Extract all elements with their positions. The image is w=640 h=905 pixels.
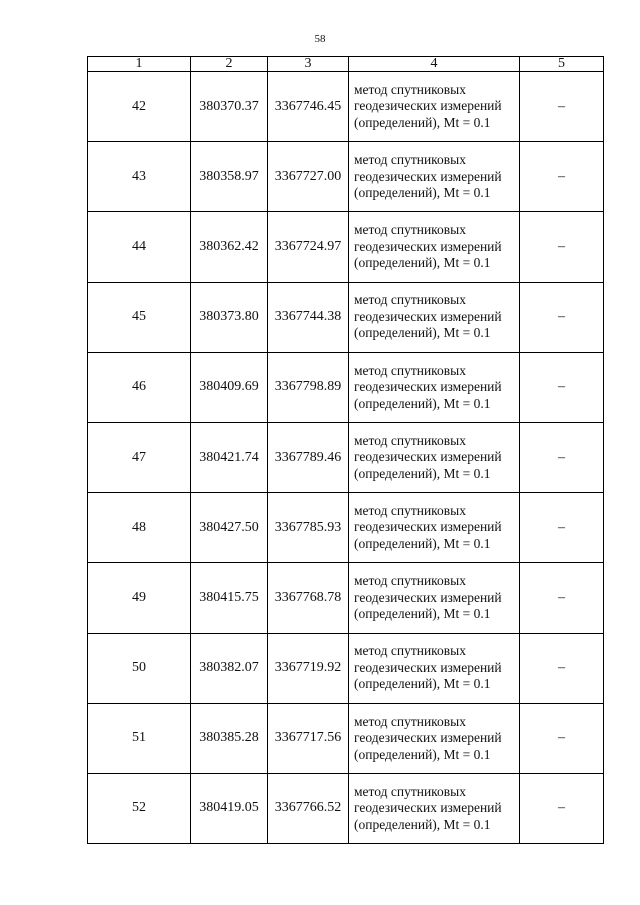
table-row: [88, 72, 604, 142]
table-header-row: [88, 57, 604, 72]
point-number-cell: 46: [88, 352, 191, 422]
point-number-cell: 43: [88, 142, 191, 212]
method-cell: метод спутниковых геодезических измерений (определений), Mt = 0.1: [349, 633, 520, 703]
column-header-1: 1: [88, 57, 191, 72]
column-header-5: 5: [520, 57, 604, 72]
note-cell: –: [520, 142, 604, 212]
coordinate-x-cell: 380373.80: [191, 282, 268, 352]
method-cell: метод спутниковых геодезических измерений (определений), Mt = 0.1: [349, 282, 520, 352]
coordinate-x-cell: 380415.75: [191, 563, 268, 633]
table-row: [88, 703, 604, 773]
column-header-3: 3: [268, 57, 349, 72]
point-number-cell: 45: [88, 282, 191, 352]
page-number: 58: [314, 33, 326, 45]
method-cell: метод спутниковых геодезических измерений (определений), Mt = 0.1: [349, 212, 520, 282]
note-cell: –: [520, 422, 604, 492]
note-cell: –: [520, 703, 604, 773]
coordinate-y-cell: 3367744.38: [268, 282, 349, 352]
method-cell: метод спутниковых геодезических измерений (определений), Mt = 0.1: [349, 493, 520, 563]
table-row: [88, 563, 604, 633]
table-row: [88, 773, 604, 843]
note-cell: –: [520, 493, 604, 563]
point-number-cell: 44: [88, 212, 191, 282]
coordinate-y-cell: 3367766.52: [268, 773, 349, 843]
coordinate-y-cell: 3367724.97: [268, 212, 349, 282]
point-number-cell: 47: [88, 422, 191, 492]
point-number-cell: 48: [88, 493, 191, 563]
table-row: [88, 282, 604, 352]
table-row: [88, 142, 604, 212]
coordinate-y-cell: 3367768.78: [268, 563, 349, 633]
coordinate-x-cell: 380362.42: [191, 212, 268, 282]
point-number-cell: 49: [88, 563, 191, 633]
table-row: [88, 422, 604, 492]
column-header-4: 4: [349, 57, 520, 72]
point-number-cell: 51: [88, 703, 191, 773]
method-cell: метод спутниковых геодезических измерений (определений), Mt = 0.1: [349, 773, 520, 843]
note-cell: –: [520, 282, 604, 352]
coordinate-x-cell: 380421.74: [191, 422, 268, 492]
note-cell: –: [520, 633, 604, 703]
coordinate-y-cell: 3367746.45: [268, 72, 349, 142]
coordinate-x-cell: 380382.07: [191, 633, 268, 703]
coordinate-y-cell: 3367719.92: [268, 633, 349, 703]
coordinates-table: [87, 56, 604, 844]
coordinate-x-cell: 380409.69: [191, 352, 268, 422]
table-row: [88, 212, 604, 282]
note-cell: –: [520, 72, 604, 142]
coordinate-x-cell: 380427.50: [191, 493, 268, 563]
coordinate-y-cell: 3367717.56: [268, 703, 349, 773]
point-number-cell: 50: [88, 633, 191, 703]
coordinate-y-cell: 3367789.46: [268, 422, 349, 492]
method-cell: метод спутниковых геодезических измерений (определений), Mt = 0.1: [349, 142, 520, 212]
table-body: [88, 72, 604, 844]
method-cell: метод спутниковых геодезических измерений (определений), Mt = 0.1: [349, 352, 520, 422]
note-cell: –: [520, 212, 604, 282]
method-cell: метод спутниковых геодезических измерений (определений), Mt = 0.1: [349, 703, 520, 773]
note-cell: –: [520, 352, 604, 422]
method-cell: метод спутниковых геодезических измерений (определений), Mt = 0.1: [349, 563, 520, 633]
method-cell: метод спутниковых геодезических измерений (определений), Mt = 0.1: [349, 72, 520, 142]
column-header-2: 2: [191, 57, 268, 72]
table-row: [88, 352, 604, 422]
coordinate-y-cell: 3367785.93: [268, 493, 349, 563]
point-number-cell: 52: [88, 773, 191, 843]
note-cell: –: [520, 563, 604, 633]
coordinate-x-cell: 380385.28: [191, 703, 268, 773]
note-cell: –: [520, 773, 604, 843]
table-row: [88, 633, 604, 703]
coordinate-x-cell: 380370.37: [191, 72, 268, 142]
coordinate-y-cell: 3367727.00: [268, 142, 349, 212]
method-cell: метод спутниковых геодезических измерений (определений), Mt = 0.1: [349, 422, 520, 492]
table-row: [88, 493, 604, 563]
coordinate-x-cell: 380419.05: [191, 773, 268, 843]
coordinate-x-cell: 380358.97: [191, 142, 268, 212]
point-number-cell: 42: [88, 72, 191, 142]
coordinate-y-cell: 3367798.89: [268, 352, 349, 422]
